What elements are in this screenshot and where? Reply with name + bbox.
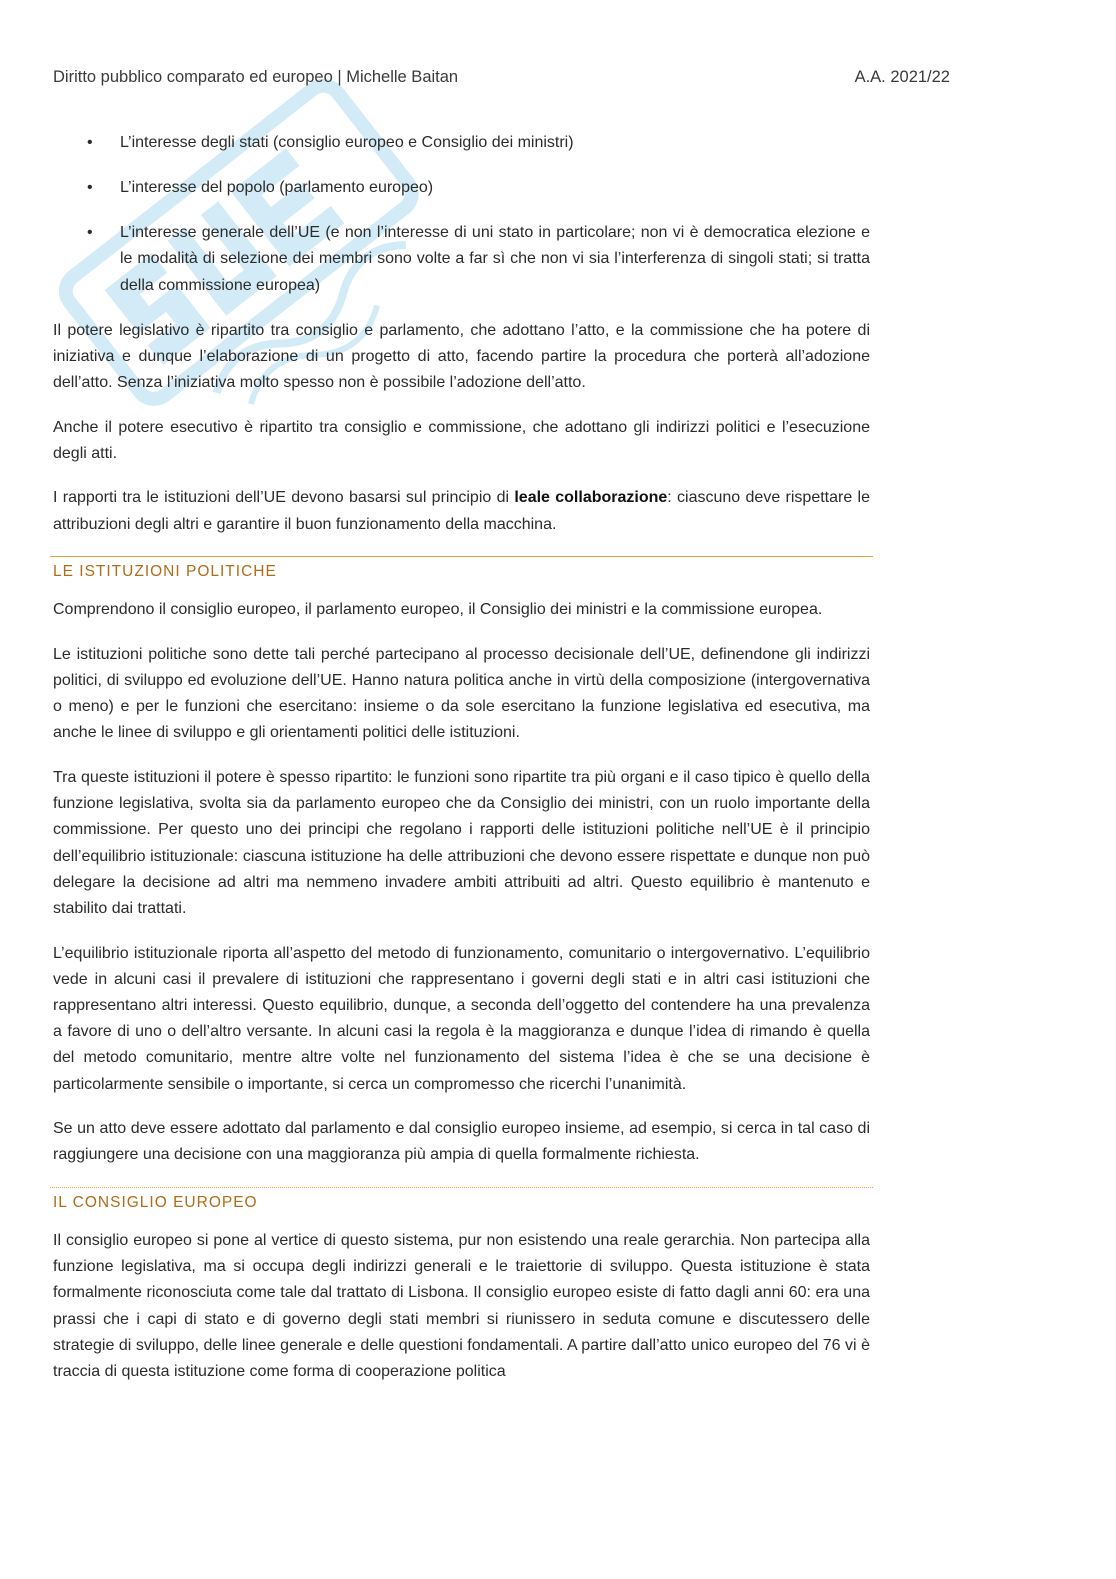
paragraph: Il consiglio europeo si pone al vertice di questo sistema, pur non esistendo una reale gerarchia. Non partecipa alla funzione legislativa, ma si occupa degli indirizzi generali e le traiettorie di sviluppo. Questa istituzione è stata formalmente riconosciuta come tale dal trattato di Lisbona. Il consiglio europeo esiste di fatto dagli anni 60: era una prassi che i capi di stato e di governo degli stati membri si riunissero in seduta comune e discutessero delle strategie di sviluppo, delle linee generale e delle questioni fondamentali. A partire dall’atto unico europeo del 76 vi è traccia di questa istituzione come forma di cooperazione politica xyxy=(53,1231,870,1380)
section-heading-european-council: IL CONSIGLIO EUROPEO xyxy=(50,1187,873,1212)
page-header xyxy=(53,68,950,92)
paragraph: L’equilibrio istituzionale riporta all’aspetto del metodo di funzionamento, comunitario o intergovernativo. L’equilibrio vede in alcuni casi il prevalere di istituzioni che rappresentano i governi degli stati e in altri casi istituzioni che rappresentano altri interessi. Questo equilibrio, dunque, a seconda dell’oggetto del contendere ha una prevalenza a favore di uno o dell’altro versante. In alcuni casi la regola è la maggioranza e dunque l’idea di rimando è quella del metodo comunitario, mentre altre volte nel funzionamento del sistema l’idea è che se una decisione è particolarmente sensibile o importante, si cerca un compromesso che ricerchi l’unanimità. xyxy=(53,944,870,1093)
interest-list xyxy=(53,130,870,299)
section-heading-political-institutions: LE ISTITUZIONI POLITICHE xyxy=(50,556,873,581)
paragraph: Comprendono il consiglio europeo, il parlamento europeo, il Consiglio dei ministri e la commissione europea. xyxy=(53,601,823,619)
list-item: • L’interesse degli stati (consiglio europeo e Consiglio dei ministri) xyxy=(53,130,870,156)
bullet-icon: • xyxy=(87,134,93,151)
page-content xyxy=(53,130,870,1404)
list-item: • L’interesse del popolo (parlamento europeo) xyxy=(53,175,870,201)
paragraph-loyal-cooperation: I rapporti tra le istituzioni dell’UE devono basarsi sul principio di leale collaborazione: ciascuno deve rispettare le attribuzioni degli altri e garantire il buon funzionamento della macchina. xyxy=(53,489,870,533)
paragraph-legislative-power: Il potere legislativo è ripartito tra consiglio e parlamento, che adottano l’atto, e la commissione che ha potere di iniziativa e dunque l’elaborazione di un progetto di atto, facendo partire la procedura che porterà all’adozione dell’atto. Senza l’iniziativa molto spesso non è possibile l’adozione dell’atto. xyxy=(53,321,870,391)
paragraph-executive-power: Anche il potere esecutivo è ripartito tra consiglio e commissione, che adottano gli indirizzi politici e l’esecuzione degli atti. xyxy=(53,418,870,462)
paragraph: Tra queste istituzioni il potere è spesso ripartito: le funzioni sono ripartite tra più organi e il caso tipico è quello della funzione legislativa, svolta sia da parlamento europeo che da Consiglio dei ministri, con un ruolo importante della commissione. Per questo uno dei principi che regolano i rapporti delle istituzioni politiche nell’UE è il principio dell’equilibrio istituzionale: ciascuna istituzione ha delle attribuzioni che devono essere rispettate e dunque non può delegare la decisione ad altri ma nemmeno invadere ambiti attribuiti ad altri. Questo equilibrio è mantenuto e stabilito dai trattati. xyxy=(53,768,870,917)
bullet-icon: • xyxy=(87,223,93,241)
list-item: • L’interesse generale dell’UE (e non l’interesse di uni stato in particolare; non vi è democratica elezione e le modalità di selezione dei membri sono volte a far sì che non vi sia l’interferenza di singoli stati; si tratta della commissione europea) xyxy=(53,220,870,299)
bullet-icon: • xyxy=(87,178,93,196)
bold-term: leale collaborazione xyxy=(514,489,668,507)
header-title: Diritto pubblico comparato ed europeo | Michelle Baitan xyxy=(53,68,459,86)
header-academic-year: A.A. 2021/22 xyxy=(854,68,950,86)
paragraph: Le istituzioni politiche sono dette tali perché partecipano al processo decisionale dell’UE, definendone gli indirizzi politici, di sviluppo ed evoluzione dell’UE. Hanno natura politica anche in virtù della composizione (intergovernativa o meno) e per le funzioni che esercitano: insieme o da sole esercitano la funzione legislativa ed esecutiva, ma anche le linee di sviluppo e gli orientamenti politici delle istituzioni. xyxy=(53,645,870,742)
paragraph: Se un atto deve essere adottato dal parlamento e dal consiglio europeo insieme, ad esempio, si cerca in tal caso di raggiungere una decisione con una maggioranza più ampia di quella formalmente richiesta. xyxy=(53,1120,870,1164)
